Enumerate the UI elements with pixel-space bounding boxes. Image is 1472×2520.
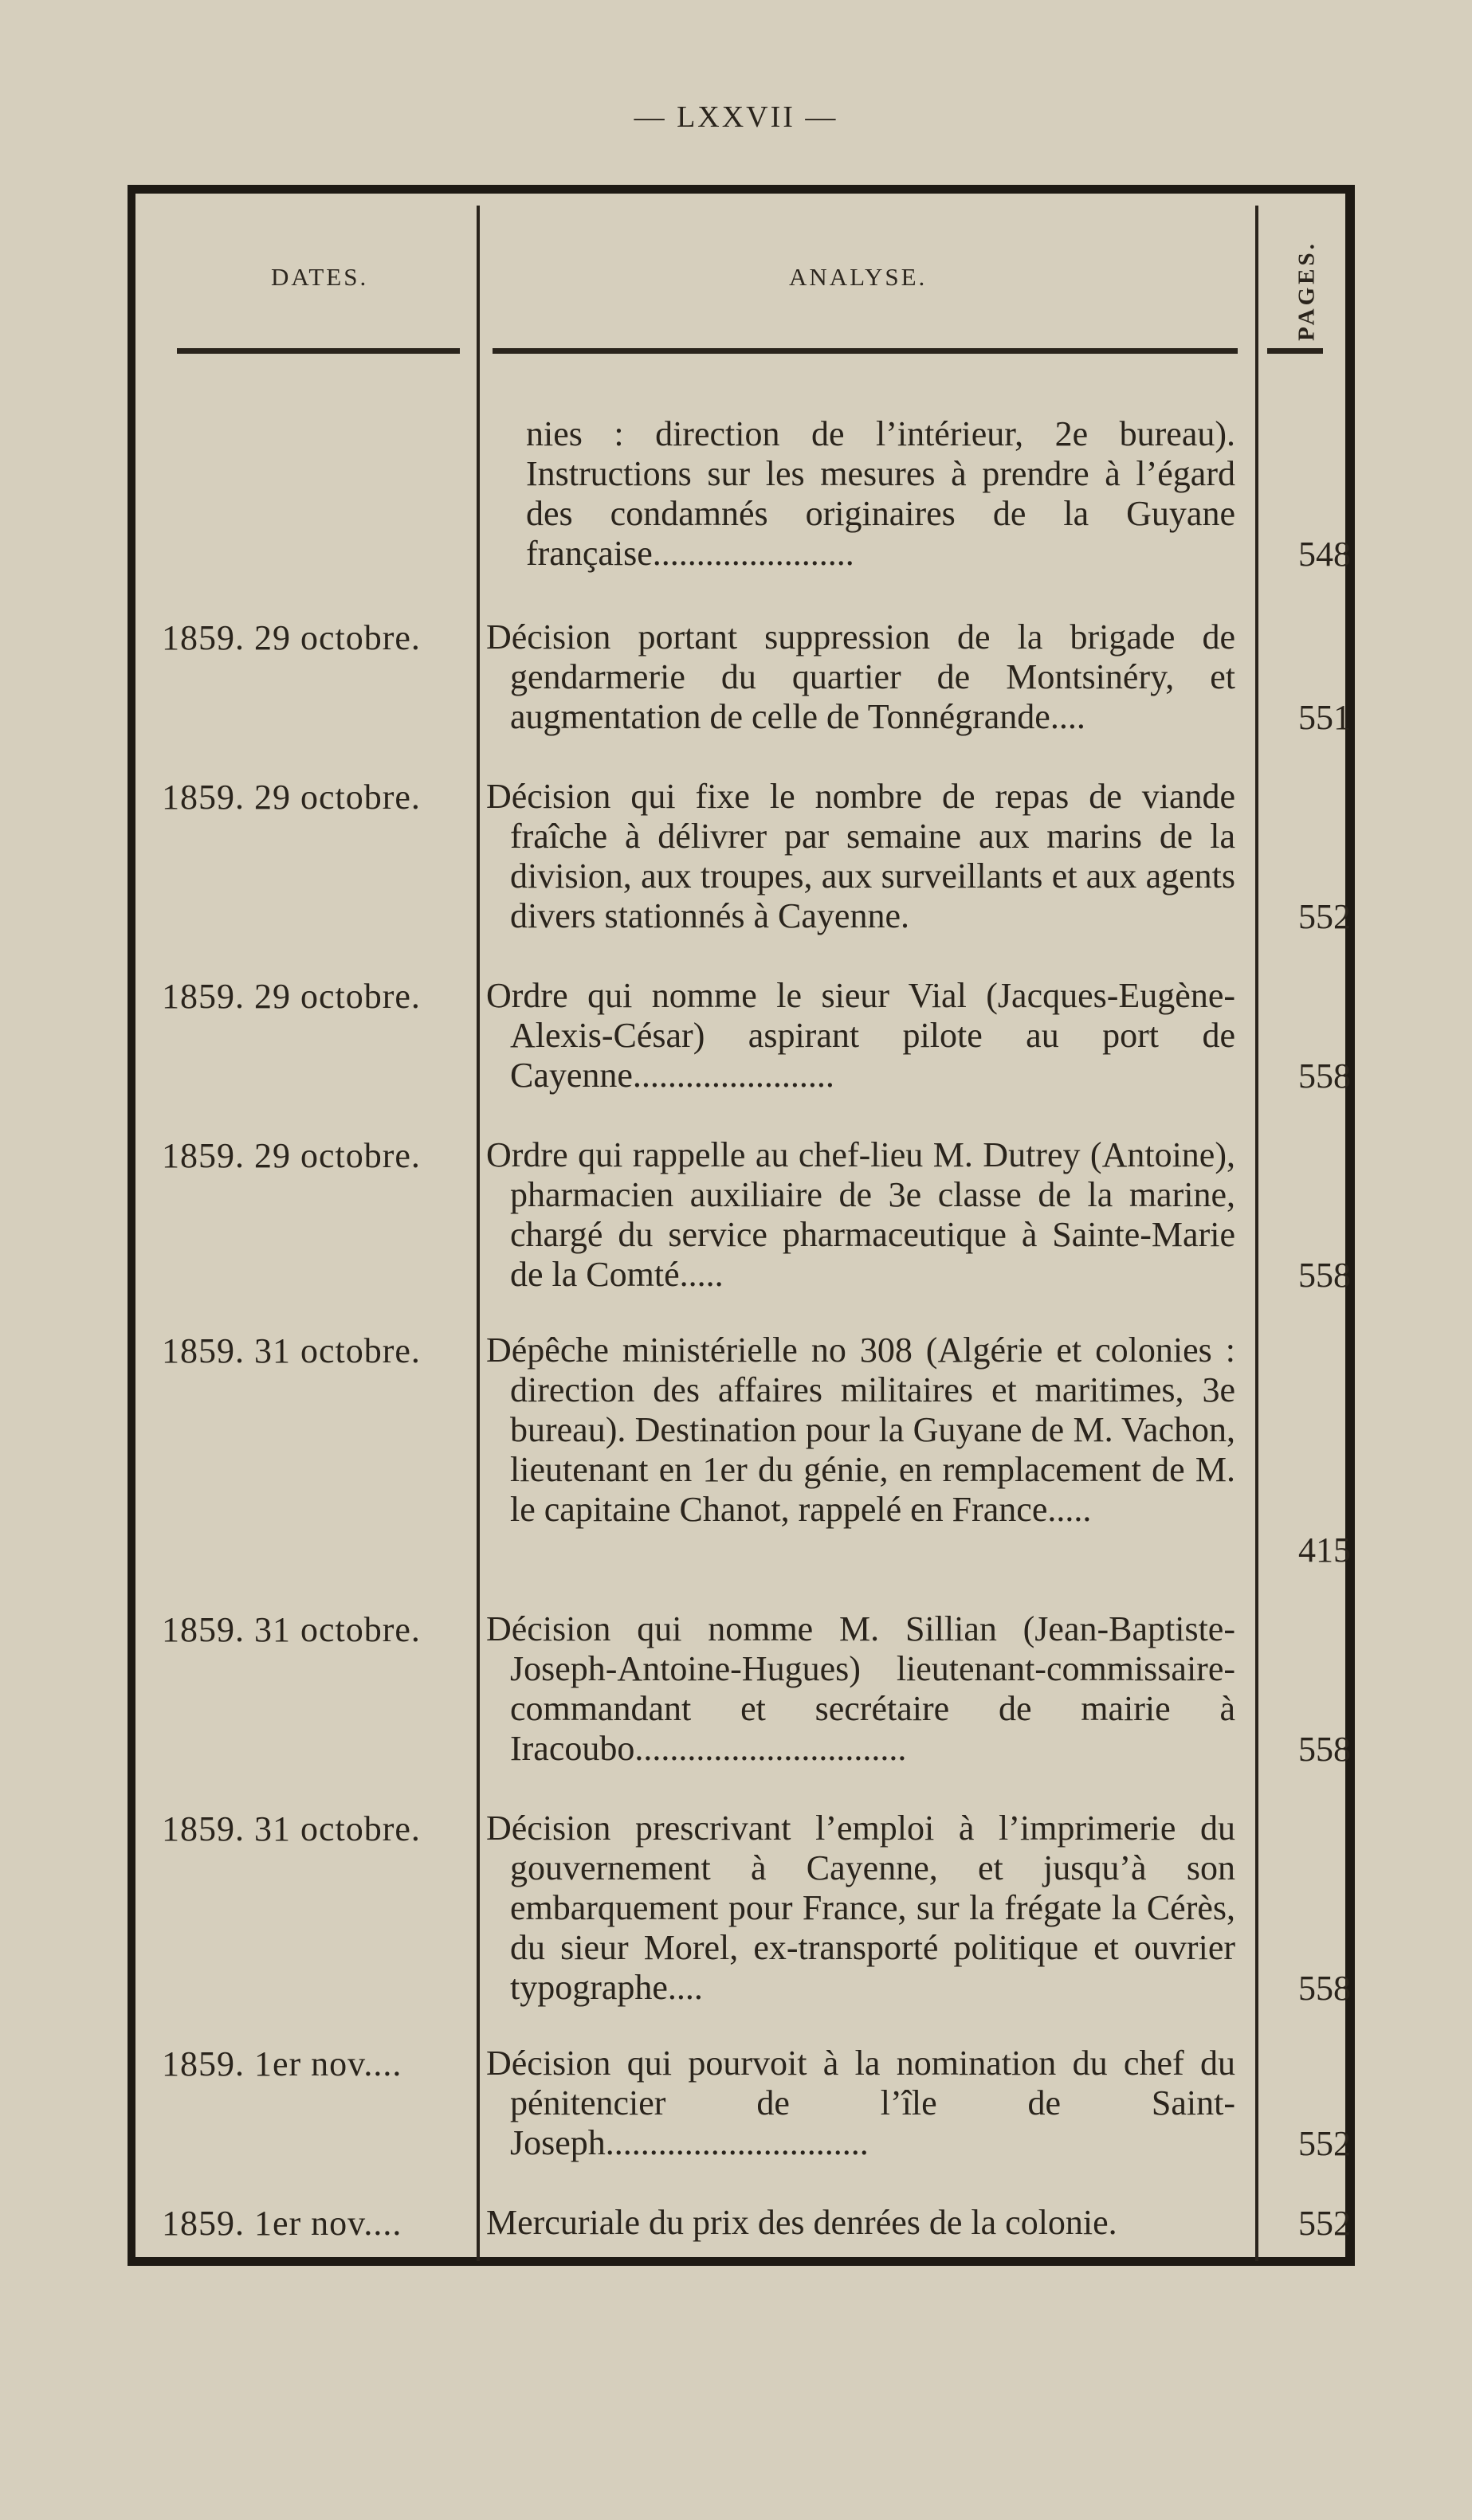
entry-date: 1859. 31 octobre. [162, 1809, 421, 1848]
header-rule-pages [1267, 348, 1323, 354]
entry-page: 552 [1298, 897, 1351, 936]
column-header-analyse: ANALYSE. [789, 263, 928, 291]
entry-date: 1859. 29 octobre. [162, 977, 421, 1016]
entry-date: 1859. 31 octobre. [162, 1331, 421, 1370]
entry-page: 552 [1298, 2124, 1351, 2163]
entry-page: 558 [1298, 1056, 1351, 1095]
column-header-dates: DATES. [271, 263, 369, 291]
entry-page: 551 [1298, 698, 1351, 737]
entry-analysis: Ordre qui nomme le sieur Vial (Jacques-Eugène-Alexis-César) aspirant pilote au port de Cayenne....................... [486, 976, 1235, 1095]
entry-analysis: Décision qui pourvoit à la nomination du chef du pénitencier de l’île de Saint-Joseph.............................. [486, 2044, 1235, 2162]
entry-date: 1859. 31 octobre. [162, 1610, 421, 1649]
entry-analysis: Dépêche ministérielle no 308 (Algérie et colonies : direction des affaires militaires et maritimes, 3e bureau). Destination pour la Guyane de M. Vachon, lieutenant en 1er du génie, en remplacement de M. le capitaine Chanot, rappelé en France..... [486, 1331, 1235, 1529]
entry-page: 558 [1298, 1730, 1351, 1769]
header-rule-dates [177, 348, 460, 354]
entry-date: 1859. 1er nov.... [162, 2204, 402, 2243]
entry-page: 548 [1298, 535, 1351, 574]
page-header: — LXXVII — [634, 100, 838, 134]
entry-analysis: Décision qui fixe le nombre de repas de viande fraîche à délivrer par semaine aux marins de la division, aux troupes, aux surveillants et aux agents divers stationnés à Cayenne. [486, 777, 1235, 935]
entry-analysis: Décision portant suppression de la brigade de gendarmerie du quartier de Montsinéry, et augmentation de celle de Tonnégrande.... [486, 617, 1235, 736]
entry-page: 558 [1298, 1969, 1351, 2008]
entry-analysis: Décision qui nomme M. Sillian (Jean-Baptiste-Joseph-Antoine-Hugues) lieutenant-commissaire-commandant et secrétaire de mairie à Iracoubo............................... [486, 1609, 1235, 1768]
entry-date: 1859. 29 octobre. [162, 1136, 421, 1175]
entry-date: 1859. 29 octobre. [162, 778, 421, 817]
entry-analysis: Ordre qui rappelle au chef-lieu M. Dutrey (Antoine), pharmacien auxiliaire de 3e classe de la marine, chargé du service pharmaceutique à Sainte-Marie de la Comté..... [486, 1135, 1235, 1294]
entry-date: 1859. 29 octobre. [162, 618, 421, 657]
header-rule-analyse [493, 348, 1238, 354]
entry-analysis: nies : direction de l’intérieur, 2e bureau). Instructions sur les mesures à prendre à l’égard des condamnés originaires de la Guyane française....................... [526, 414, 1235, 573]
entry-date: 1859. 1er nov.... [162, 2044, 402, 2083]
column-divider-dates [477, 206, 480, 2261]
entry-page: 415 [1298, 1530, 1351, 1570]
entry-page: 558 [1298, 1256, 1351, 1295]
entry-analysis: Mercuriale du prix des denrées de la colonie. [486, 2203, 1117, 2242]
entry-page: 552 [1298, 2204, 1351, 2243]
column-header-pages-label: PAGES. [1293, 241, 1320, 341]
entry-analysis: Décision prescrivant l’emploi à l’imprimerie du gouvernement à Cayenne, et jusqu’à son embarquement pour France, sur la frégate la Cérès, du sieur Morel, ex-transporté politique et ouvrier typographe.... [486, 1809, 1235, 2007]
column-divider-pages [1255, 206, 1258, 2261]
column-header-pages [1263, 239, 1351, 343]
